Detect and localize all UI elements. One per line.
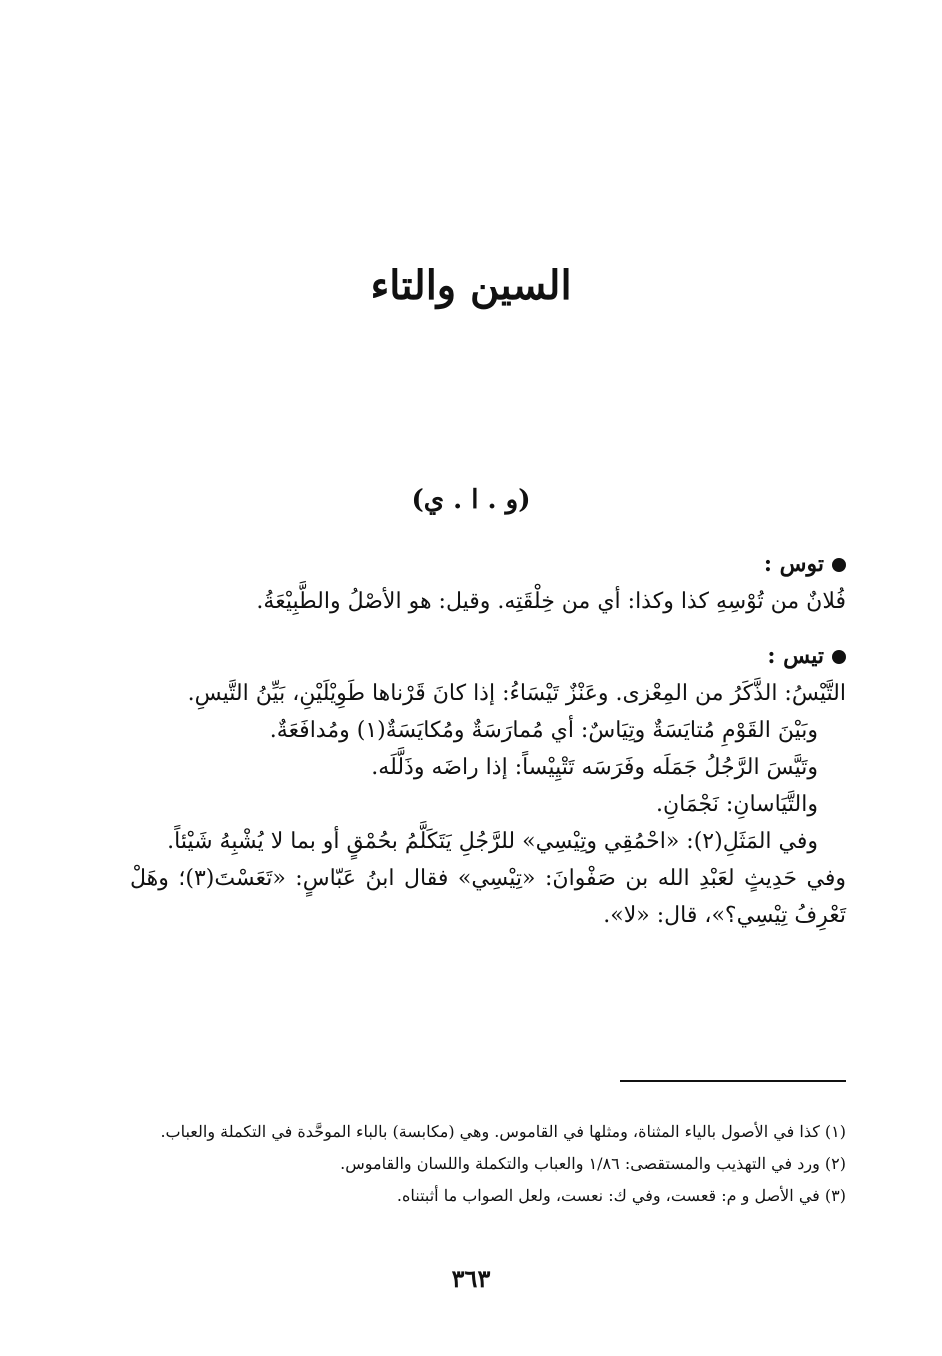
page-number: ٣٦٣ xyxy=(451,1264,491,1293)
bullet-icon xyxy=(832,650,846,664)
chapter-title: السين والتاء xyxy=(370,262,572,309)
entry-text: وفي حَدِيثٍ لعَبْدِ الله بن صَفْوانَ: «تِيْسِي» فقال ابنُ عَبّاسٍ: «تَعَسْتَ(٣)؛ وهَلْ تَعْرِفُ تِيْسِي؟»، قال: «لا». xyxy=(130,866,846,928)
entry-text: والتَّيَاسانِ: نَجْمَانِ. xyxy=(655,792,818,817)
entry-text: التَّيْسُ: الذَّكَرُ من المِعْزى. وعَنْزٌ تَيْسَاءُ: إذا كانَ قَرْناها طَوِيْلَيْنِ، بَيِّنُ التَّيسِ. xyxy=(187,681,846,706)
section-heading: (و . ا . ي) xyxy=(411,485,531,515)
entry-headword xyxy=(130,546,846,583)
headword-text: توس : xyxy=(763,551,824,577)
headword-text: تيس : xyxy=(767,643,824,669)
footnote-3: (٣) في الأصل و م: قعست، وفي ك: نعست، ولعل الصواب ما أثبتناه. xyxy=(396,1186,846,1205)
footnotes xyxy=(130,1118,846,1214)
entry-headword xyxy=(130,638,846,675)
bullet-icon xyxy=(832,558,846,572)
footnote-1: (١) كذا في الأصول بالياء المثناة، ومثلها في القاموس. وهي (مكابسة) بالباء الموحَّدة في التكملة والعباب. xyxy=(160,1122,846,1141)
entry-tws xyxy=(130,546,846,620)
entry-text: فُلانٌ من تُوْسِهِ كذا وكذا: أي من خِلْقَتِه. وقيل: هو الأصْلُ والطَّبِيْعَةُ. xyxy=(256,589,846,614)
entry-text: وبَيْنَ القَوْمِ مُتايَسَةٌ وتِيَاسٌ: أي مُمارَسَةٌ ومُكايَسَةٌ(١) ومُدافَعَةٌ. xyxy=(269,718,818,743)
footnote-divider xyxy=(620,1080,846,1082)
entry-text: وتَيَّسَ الرَّجُلُ جَمَلَه وفَرَسَه تَتْيِيْساً: إذا راضَه وذَلَّلَه. xyxy=(371,755,818,780)
entry-text: وفي المَثَلِ(٢): «احْمُقِي وتِيْسِي» للرَّجُلِ يَتَكَلَّمُ بحُمْقٍ أو بما لا يُشْبِهُ شَيْئاً. xyxy=(167,829,818,854)
dictionary-body xyxy=(130,546,846,952)
entry-tys xyxy=(130,638,846,934)
footnote-2: (٢) ورد في التهذيب والمستقصى: ١/٨٦ والعباب والتكملة واللسان والقاموس. xyxy=(340,1154,846,1173)
